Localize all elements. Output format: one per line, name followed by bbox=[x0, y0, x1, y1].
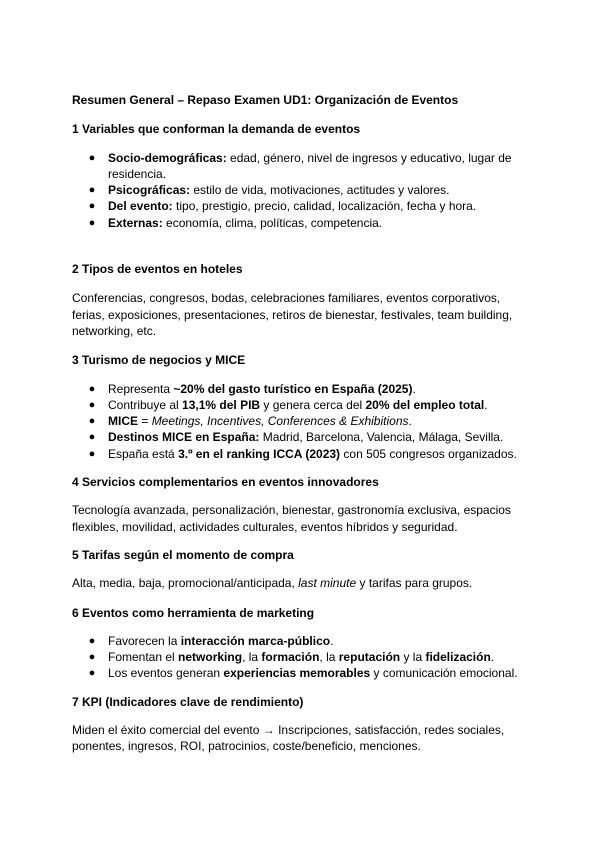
item-text: edad, género, nivel de ingresos y educativo, lugar de residencia. bbox=[108, 150, 512, 181]
item-italic: Meetings, Incentives, Conferences & Exhibitions bbox=[151, 414, 409, 429]
item-text: . bbox=[408, 414, 412, 429]
item-text: Representa bbox=[108, 381, 174, 396]
item-text: . bbox=[412, 381, 416, 396]
bullet-icon: ● bbox=[88, 634, 96, 647]
section-marketing-tool bbox=[72, 605, 528, 682]
list-item bbox=[72, 182, 528, 198]
document-title: Resumen General – Repaso Examen UD1: Organización de Eventos bbox=[72, 93, 459, 107]
item-text: Los eventos generan bbox=[108, 666, 224, 681]
item-text: estilo de vida, motivaciones, actitudes y valores. bbox=[190, 183, 450, 198]
item-label: Externas: bbox=[108, 215, 163, 230]
item-text: , la bbox=[242, 650, 262, 665]
list-item bbox=[72, 665, 528, 681]
bullet-icon: ● bbox=[88, 382, 96, 395]
item-text: y comunicación emocional. bbox=[370, 666, 518, 681]
section-complementary-services bbox=[72, 474, 528, 535]
item-text: Contribuye al bbox=[108, 397, 183, 412]
section-body: Miden el éxito comercial del evento → Inscripciones, satisfacción, redes sociales, ponentes, ingresos, ROI, patrocinios, coste/beneficio, menciones. bbox=[72, 723, 505, 754]
item-bold: 13,1% del PIB bbox=[182, 397, 261, 412]
body-italic: last minute bbox=[298, 576, 357, 591]
item-label: Del evento: bbox=[108, 199, 173, 214]
section-body bbox=[72, 575, 528, 591]
list-item bbox=[72, 215, 528, 231]
item-text: . bbox=[490, 650, 495, 665]
section-kpi bbox=[72, 694, 528, 755]
item-label: Socio-demográficas: bbox=[108, 150, 227, 165]
item-text: y genera cerca del bbox=[260, 397, 366, 412]
item-text: . bbox=[330, 633, 334, 648]
list-item bbox=[72, 446, 528, 462]
item-bold: 3.º en el ranking ICCA (2023) bbox=[178, 446, 341, 461]
section-heading: 1 Variables que conforman la demanda de eventos bbox=[72, 122, 361, 137]
item-bold: reputación bbox=[338, 650, 401, 665]
bullet-icon: ● bbox=[88, 151, 96, 164]
item-bold: networking bbox=[178, 650, 243, 665]
bullet-icon: ● bbox=[88, 431, 96, 444]
item-text: economía, clima, políticas, competencia. bbox=[162, 215, 383, 230]
item-text: , la bbox=[319, 650, 339, 665]
bullet-list bbox=[72, 381, 528, 462]
item-text: Fomentan el bbox=[108, 650, 179, 665]
item-text: . bbox=[484, 397, 488, 412]
list-item bbox=[72, 413, 528, 429]
bullet-icon: ● bbox=[88, 415, 96, 428]
body-text: y tarifas para grupos. bbox=[356, 576, 473, 591]
section-heading: 2 Tipos de eventos en hoteles bbox=[72, 262, 243, 277]
section-business-tourism-mice bbox=[72, 352, 528, 462]
item-text: tipo, prestigio, precio, calidad, localización, fecha y hora. bbox=[172, 199, 477, 214]
list-item bbox=[72, 649, 528, 665]
list-item bbox=[72, 429, 528, 445]
item-text: España está bbox=[108, 446, 179, 461]
bullet-icon: ● bbox=[88, 184, 96, 197]
section-body: Conferencias, congresos, bodas, celebraciones familiares, eventos corporativos, ferias, exposiciones, presentaciones, retiros de bienestar, festivales, team building, networking, etc. bbox=[72, 291, 513, 338]
section-hotel-event-types bbox=[72, 261, 528, 339]
section-heading: 5 Tarifas según el momento de compra bbox=[72, 547, 294, 562]
item-bold: fidelización bbox=[425, 650, 491, 665]
bullet-icon: ● bbox=[88, 200, 96, 213]
item-text: Madrid, Barcelona, Valencia, Málaga, Sevilla. bbox=[259, 430, 504, 445]
list-item bbox=[72, 381, 528, 397]
item-text: y la bbox=[400, 650, 426, 665]
section-heading: 7 KPI (Indicadores clave de rendimiento) bbox=[72, 694, 304, 709]
item-text: = bbox=[138, 414, 152, 429]
bullet-icon: ● bbox=[88, 447, 96, 460]
list-item bbox=[72, 150, 528, 183]
section-heading: 4 Servicios complementarios en eventos innovadores bbox=[72, 475, 379, 490]
item-bold: 20% del empleo total bbox=[365, 397, 485, 412]
list-item bbox=[72, 633, 528, 649]
bullet-icon: ● bbox=[88, 667, 96, 680]
section-heading: 3 Turismo de negocios y MICE bbox=[72, 353, 246, 368]
section-demand-variables bbox=[72, 121, 528, 231]
bullet-list bbox=[72, 150, 528, 231]
item-bold: Destinos MICE en España: bbox=[108, 430, 260, 445]
bullet-icon: ● bbox=[88, 216, 96, 229]
section-rates bbox=[72, 547, 528, 592]
section-heading: 6 Eventos como herramienta de marketing bbox=[72, 605, 315, 620]
item-bold: formación bbox=[261, 650, 320, 665]
item-bold: MICE bbox=[108, 414, 138, 429]
item-bold: interacción marca-público bbox=[180, 633, 331, 648]
body-text: Alta, media, baja, promocional/anticipada, bbox=[72, 576, 299, 591]
item-bold: experiencias memorables bbox=[223, 666, 371, 681]
item-text: con 505 congresos organizados. bbox=[340, 446, 517, 461]
bullet-icon: ● bbox=[88, 651, 96, 664]
section-body: Tecnología avanzada, personalización, bienestar, gastronomía exclusiva, espacios flexibles, movilidad, actividades culturales, eventos híbridos y seguridad. bbox=[72, 503, 511, 534]
item-text: Favorecen la bbox=[108, 633, 181, 648]
list-item bbox=[72, 198, 528, 214]
item-bold: ~20% del gasto turístico en España (2025) bbox=[173, 381, 413, 396]
bullet-icon: ● bbox=[88, 398, 96, 411]
item-label: Psicográficas: bbox=[108, 183, 191, 198]
bullet-list bbox=[72, 633, 528, 682]
list-item bbox=[72, 397, 528, 413]
